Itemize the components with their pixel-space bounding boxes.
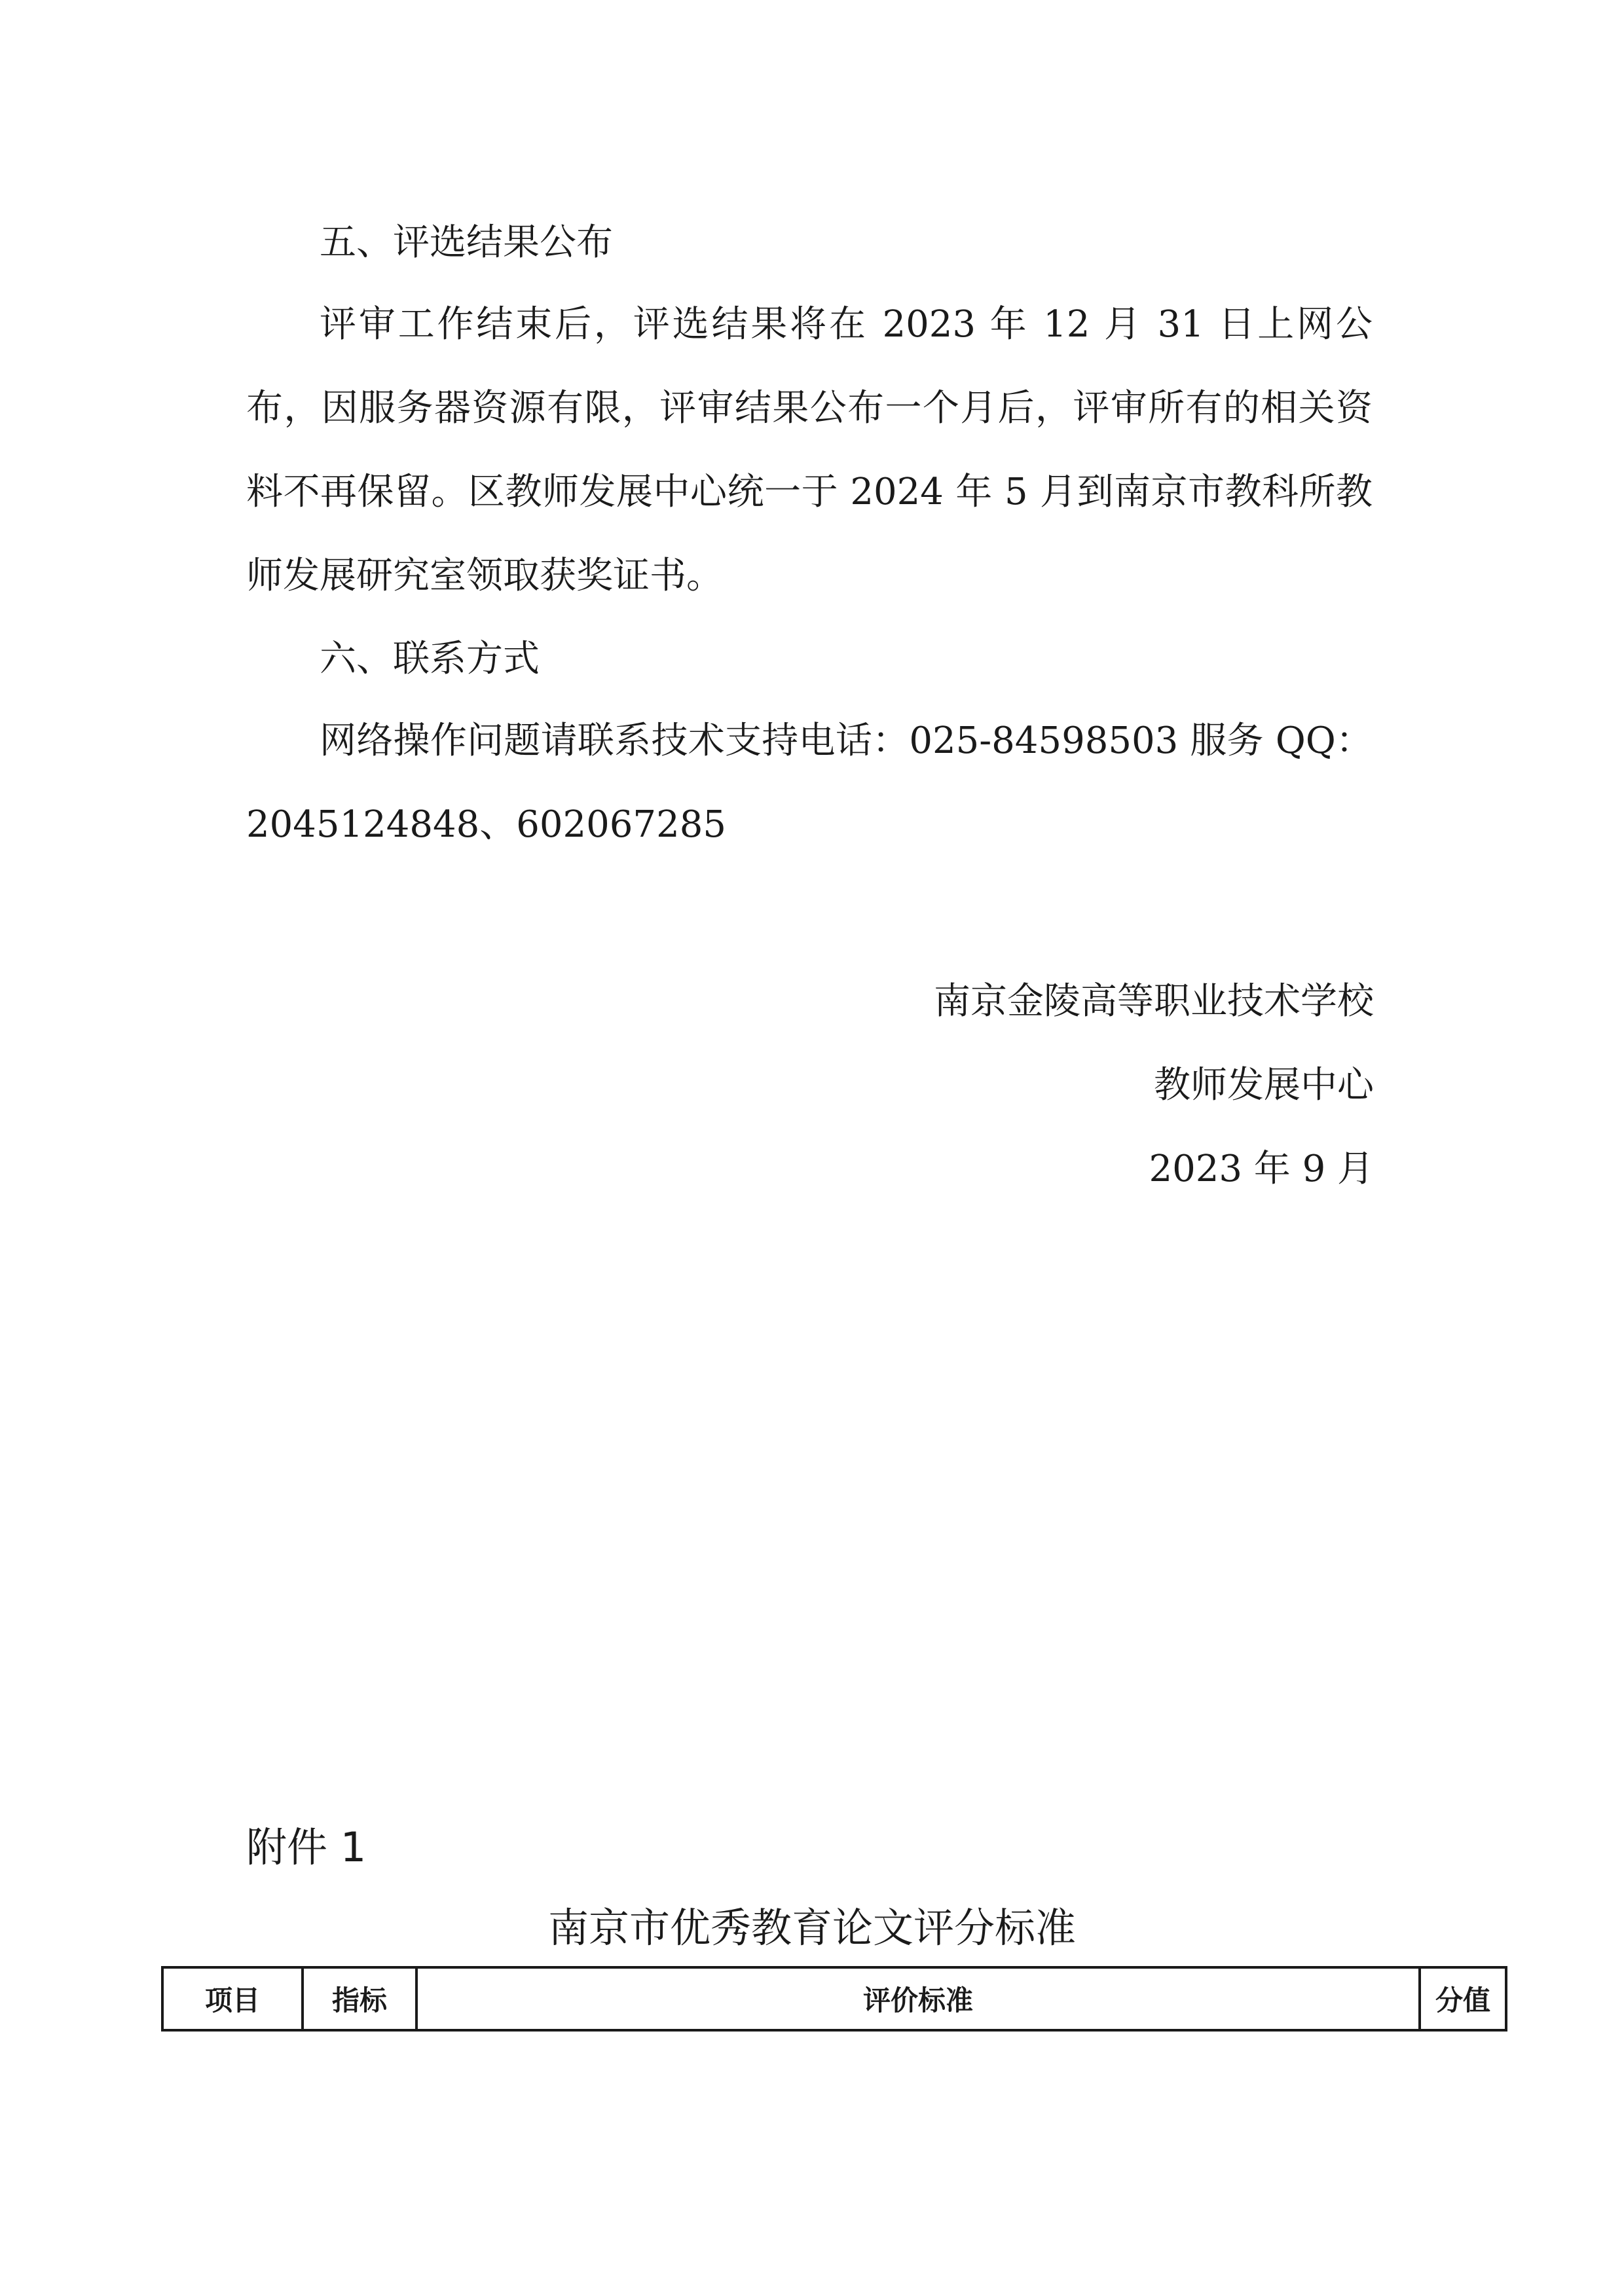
header-cell-criteria: 评价标准: [416, 1967, 1420, 2030]
header-cell-score: 分值: [1420, 1967, 1506, 2030]
table-title: 南京市优秀教育论文评分标准: [547, 1904, 1076, 1952]
signature-organization: 南京金陵高等职业技术学校: [934, 980, 1374, 1023]
header-cell-item: 项目: [162, 1967, 303, 2030]
scoring-standard-table: [161, 1966, 1507, 2032]
annex-label: 附件 1: [246, 1823, 367, 1871]
signature-department: 教师发展中心: [1154, 1064, 1374, 1106]
signature-date: 2023 年 9 月: [1149, 1148, 1374, 1190]
paragraph-contact: 网络操作问题请联系技术支持电话：025-84598503 服务 QQ：2045124848、602067285: [246, 720, 1373, 846]
section-heading-results: 五、评选结果公布: [320, 221, 613, 264]
paragraph-results: 评审工作结束后，评选结果将在 2023 年 12 月 31 日上网公布，因服务器资源有限，评审结果公布一个月后，评审所有的相关资料不再保留。区教师发展中心统一于 2024 年 5 月到南京市教科所教师发展研究室领取获奖证书。: [246, 303, 1373, 597]
header-cell-indicator: 指标: [303, 1967, 416, 2030]
table-header-row: [162, 1967, 1506, 2030]
section-heading-contact: 六、联系方式: [320, 638, 540, 680]
